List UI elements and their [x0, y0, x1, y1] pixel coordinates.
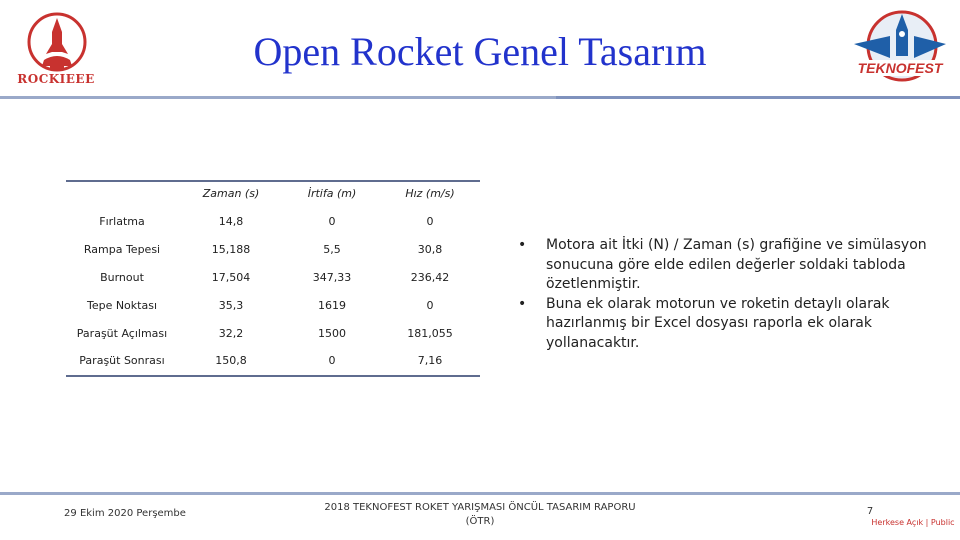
table-cell: 0 — [328, 215, 336, 228]
table-cell: 0 — [426, 215, 434, 228]
table-cell: Fırlatma — [99, 215, 145, 228]
rockieee-logo-text: ROCKIEEE — [17, 72, 95, 86]
page-title: Open Rocket Genel Tasarım — [253, 29, 707, 74]
table-cell: 150,8 — [215, 354, 247, 367]
table-cell: 181,055 — [407, 327, 453, 340]
table-row — [66, 208, 480, 236]
footer-report-title — [320, 501, 640, 529]
table-cell: 14,8 — [218, 215, 244, 228]
table-cell: 35,3 — [218, 299, 244, 312]
teknofest-logo — [850, 6, 950, 94]
table-cell: 236,42 — [410, 271, 450, 284]
table-cell: 30,8 — [417, 243, 443, 256]
teknofest-logo-text: TEKNOFEST — [857, 60, 943, 76]
bullet-dot-icon: • — [518, 295, 527, 312]
table-row — [66, 292, 480, 320]
page-number: 7 — [866, 506, 874, 517]
table-cell: Paraşüt Açılması — [76, 327, 168, 340]
bullet-text: Motora ait İtki (N) / Zaman (s) grafiğine ve simülasyon sonucuna göre elde edilen değerler soldaki tabloda özetlenmiştir. — [546, 237, 927, 292]
bullet-dot-icon: • — [518, 237, 527, 253]
table-cell: 7,16 — [417, 354, 443, 367]
table-cell: Paraşüt Sonrası — [79, 354, 165, 367]
footer-date: 29 Ekim 2020 Perşembe — [64, 508, 186, 519]
classification-label: Herkese Açık | Public — [871, 518, 955, 527]
teknofest-rocket-icon — [850, 6, 950, 94]
table-row — [66, 264, 480, 292]
table-cell: 1500 — [318, 327, 346, 340]
header-divider-accent — [556, 96, 960, 99]
table-header-cell — [66, 180, 178, 208]
rocket-emblem-icon — [14, 8, 100, 78]
bullet-item — [512, 236, 932, 295]
table-header-row — [66, 180, 480, 208]
bullet-list — [512, 236, 932, 353]
table-header-cell: Hız (m/s) — [405, 187, 455, 200]
table-row — [66, 320, 480, 348]
bullet-text: Buna ek olarak motorun ve roketin detaylı olarak hazırlanmış bir Excel dosyası raporla ek olarak yollanacaktır. — [546, 295, 890, 351]
footer-report-title-line2: (ÖTR) — [465, 516, 495, 527]
bullet-item — [512, 295, 932, 354]
table-cell: 5,5 — [323, 243, 341, 256]
table-cell: 0 — [426, 299, 434, 312]
table-row — [66, 347, 480, 375]
table-cell: Rampa Tepesi — [83, 243, 161, 256]
table-cell: 347,33 — [312, 271, 352, 284]
footer-divider — [0, 492, 960, 495]
table-cell: Tepe Noktası — [86, 299, 158, 312]
table-cell: 32,2 — [218, 327, 244, 340]
table-cell: 0 — [328, 354, 336, 367]
table-cell: 1619 — [318, 299, 346, 312]
table-cell: Burnout — [100, 271, 144, 284]
table-header-cell: İrtifa (m) — [307, 187, 357, 200]
footer-report-title-line1: 2018 TEKNOFEST ROKET YARIŞMASI ÖNCÜL TASARIM RAPORU — [324, 502, 636, 513]
table-cell: 15,188 — [211, 243, 251, 256]
table-header-cell: Zaman (s) — [202, 187, 260, 200]
table-bottom-border — [66, 375, 480, 377]
table-row — [66, 236, 480, 264]
table-cell: 17,504 — [211, 271, 251, 284]
